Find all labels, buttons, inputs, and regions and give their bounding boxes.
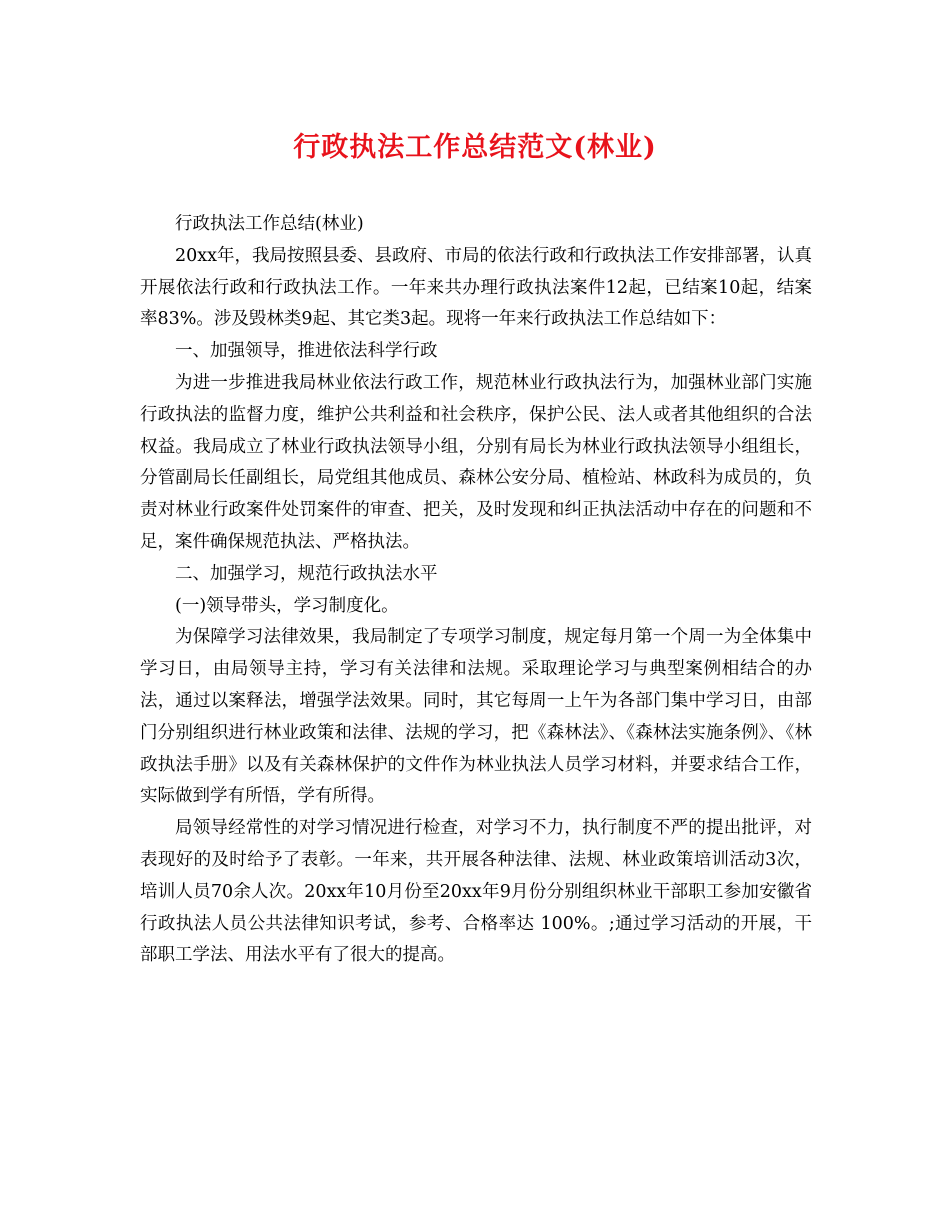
subsection-1-paragraph-2: 局领导经常性的对学习情况进行检查，对学习不力，执行制度不严的提出批评，对表现好的及时给予了表彰。一年来，共开展各种法律、法规、林业政策培训活动3次，培训人员70余人次。20xx年10月份至20xx年9月份分别组织林业干部职工参加安徽省行政执法人员公共法律知识考试，参考、合格率达 100%。;通过学习活动的开展，干部职工学法、用法水平有了很大的提高。 [140, 818, 812, 966]
intro-paragraph: 20xx年，我局按照县委、县政府、市局的依法行政和行政执法工作安排部署，认真开展依法行政和行政执法工作。一年来共办理行政执法案件12起，已结案10起，结案率83%。涉及毁林类9起、其它类3起。现将一年来行政执法工作总结如下： [140, 245, 813, 330]
subsection-1-paragraph: 为保障学习法律效果，我局制定了专项学习制度，规定每月第一个周一为全体集中学习日，由局领导主持，学习有关法律和法规。采取理论学习与典型案例相结合的办法，通过以案释法，增强学法效果。同时，其它每周一上午为各部门集中学习日，由部门分别组织进行林业政策和法律、法规的学习，把《森林法》、《森林法实施条例》、《林政执法手册》以及有关森林保护的文件作为林业执法人员学习材料，并要求结合工作，实际做到学有所悟，学有所得。 [140, 627, 812, 807]
section-heading-1: 一、加强领导，推进依法科学行政 [175, 341, 438, 362]
subsection-heading-1: (一)领导带头，学习制度化。 [175, 595, 399, 616]
document-body [140, 209, 812, 972]
section-1-paragraph: 为进一步推进我局林业依法行政工作，规范林业行政执法行为，加强林业部门实施行政执法的监督力度，维护公共利益和社会秩序，保护公民、法人或者其他组织的合法权益。我局成立了林业行政执法领导小组，分别有局长为林业行政执法领导小组组长，分管副局长任副组长，局党组其他成员、森林公安分局、植检站、林政科为成员的，负责对林业行政案件处罚案件的审查、把关，及时发现和纠正执法活动中存在的问题和不足，案件确保规范执法、严格执法。 [140, 372, 812, 552]
subtitle-paragraph: 行政执法工作总结(林业) [175, 214, 364, 234]
section-heading-2: 二、加强学习，规范行政执法水平 [175, 563, 438, 584]
document-title: 行政执法工作总结范文(林业) [293, 132, 657, 163]
